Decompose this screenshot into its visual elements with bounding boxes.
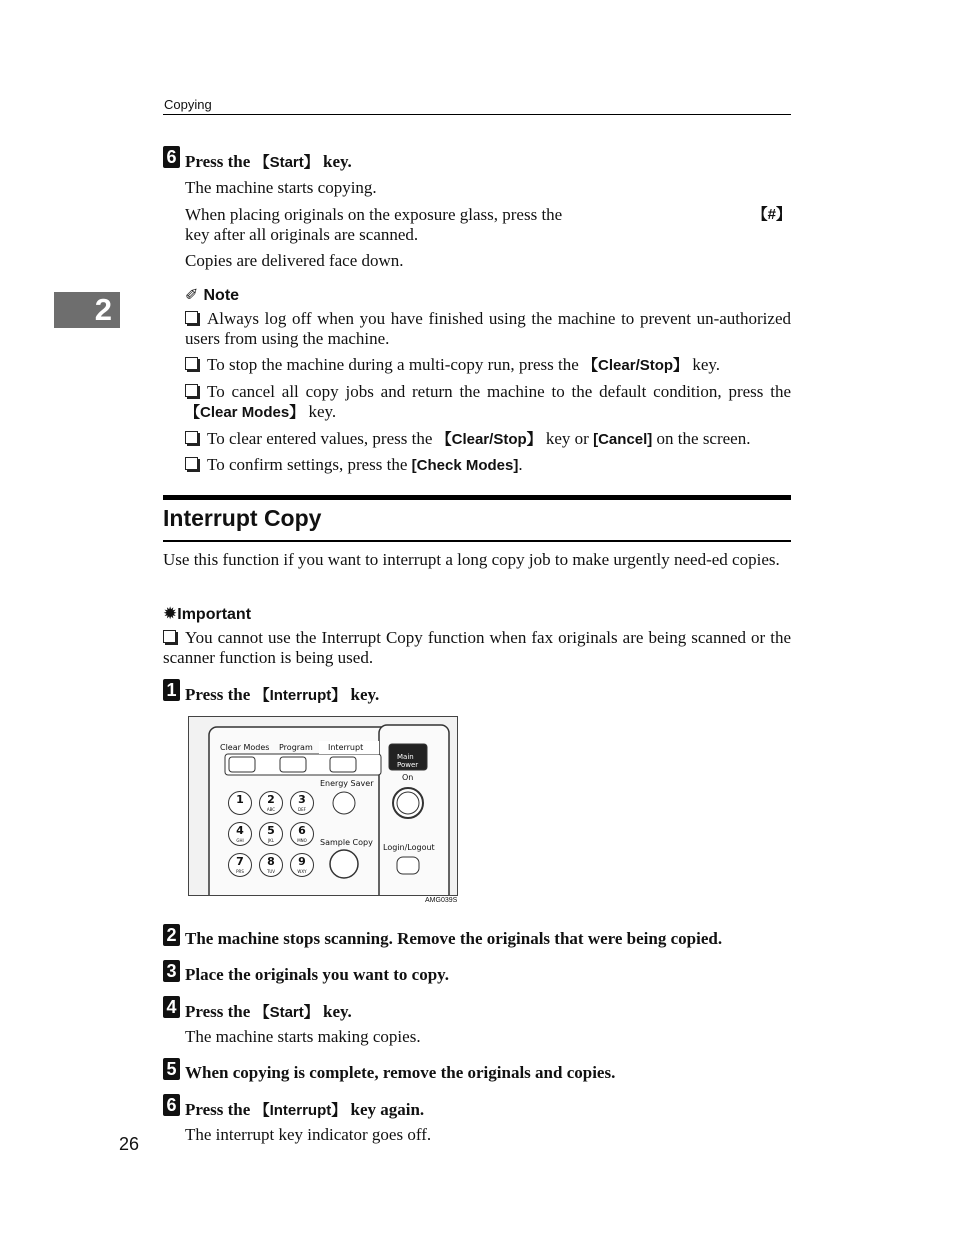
key-interrupt: 【Interrupt】	[254, 1102, 347, 1119]
step-number: 5	[163, 1058, 180, 1080]
important-title: Important	[177, 606, 252, 623]
important-text: You cannot use the Interrupt Copy function when fax originals are being scanned or the scanner function is being used.	[163, 628, 791, 667]
step-detail: key after all originals are scanned.	[185, 225, 419, 244]
keypad-letters: ABC	[266, 807, 276, 812]
keypad-digit: 4	[236, 824, 244, 837]
key-clear-modes: 【Clear Modes】	[185, 404, 305, 421]
step-detail: The machine starts making copies.	[185, 1027, 421, 1046]
checkbox-bullet-icon	[185, 311, 198, 324]
on-label: On	[402, 773, 414, 782]
checkbox-bullet-icon	[163, 630, 176, 643]
keypad-digit: 8	[267, 855, 275, 868]
important-item	[163, 628, 791, 668]
keypad-letters: JKL	[267, 838, 275, 843]
keypad-letters: WXY	[297, 869, 307, 874]
step-instruction	[185, 1001, 352, 1022]
note-text: To clear entered values, press the	[207, 429, 437, 448]
note-item	[185, 429, 795, 450]
pencil-icon: ✐	[185, 285, 199, 304]
clear-modes-label: Clear Modes	[220, 743, 270, 752]
step-instruction	[185, 684, 379, 705]
program-label: Program	[279, 743, 313, 752]
step-instruction: When copying is complete, remove the originals and copies.	[185, 1063, 616, 1082]
important-icon: ✹	[163, 604, 178, 624]
note-text: key.	[304, 402, 337, 421]
keypad-key-1	[228, 791, 252, 815]
step-text-pre: Press the	[185, 152, 255, 171]
step-text-post: key.	[318, 152, 352, 171]
figure-caption: AMG039S	[425, 897, 458, 904]
section-rule-top	[163, 495, 791, 500]
step-number: 3	[163, 960, 180, 982]
step-instruction	[185, 151, 352, 172]
step-number: 2	[163, 924, 180, 946]
step-detail: Copies are delivered face down.	[185, 251, 404, 270]
step-text-pre: Press the	[185, 1100, 255, 1119]
step-number: 1	[163, 679, 180, 701]
checkbox-bullet-icon	[185, 384, 198, 397]
checkbox-bullet-icon	[185, 357, 198, 370]
keypad-digit: 1	[236, 793, 244, 806]
step-detail	[185, 205, 791, 225]
key-interrupt: 【Interrupt】	[254, 687, 347, 704]
note-text: To confirm settings, press the	[207, 455, 412, 474]
keypad-digit: 7	[236, 855, 244, 868]
note-title: Note	[203, 287, 240, 304]
note-text: Always log off when you have finished using the machine to prevent un-authorized users from using the machine.	[185, 309, 791, 348]
step-detail: The machine starts copying.	[185, 178, 377, 197]
page-number: 26	[119, 1134, 140, 1154]
step-detail-part: When placing originals on the exposure glass, press the	[185, 205, 563, 224]
keypad-key-6	[290, 822, 314, 846]
note-text: key.	[688, 355, 721, 374]
keypad-digit: 2	[267, 793, 275, 806]
keypad-letters: GHI	[236, 838, 244, 843]
note-item	[185, 355, 791, 376]
keypad-letters: MNO	[297, 838, 307, 843]
main-power-line: Main	[397, 753, 414, 761]
keypad-letters: TUV	[266, 869, 276, 874]
note-heading	[185, 285, 239, 305]
keypad-key-8	[259, 853, 283, 877]
step-instruction: The machine stops scanning. Remove the originals that were being copied.	[185, 929, 723, 948]
interrupt-label: Interrupt	[328, 743, 364, 752]
step-text-post: key.	[318, 1002, 352, 1021]
main-power-label	[397, 753, 418, 769]
note-text: To stop the machine during a multi-copy run, press the	[207, 355, 584, 374]
keypad-key-3	[290, 791, 314, 815]
step-number: 4	[163, 996, 180, 1018]
step-instruction: Place the originals you want to copy.	[185, 965, 449, 984]
running-header: Copying	[164, 97, 212, 112]
note-text: To cancel all copy jobs and return the machine to the default condition, press the	[207, 382, 791, 401]
checkbox-bullet-icon	[185, 457, 198, 470]
step-number: 6	[163, 1094, 180, 1116]
keypad-key-9	[290, 853, 314, 877]
login-logout-label: Login/Logout	[383, 843, 435, 852]
key-clear-stop: 【Clear/Stop】	[436, 431, 542, 448]
important-heading	[163, 604, 251, 624]
step-detail: The interrupt key indicator goes off.	[185, 1125, 432, 1144]
keypad-digit: 6	[298, 824, 306, 837]
note-item	[185, 309, 791, 349]
key-clear-stop: 【Clear/Stop】	[583, 357, 689, 374]
chapter-tab: 2	[54, 292, 120, 328]
step-text-pre: Press the	[185, 685, 255, 704]
main-power-line: Power	[397, 761, 419, 769]
key-cancel: [Cancel]	[593, 431, 653, 448]
step-instruction	[185, 1099, 424, 1120]
step-text-post: key.	[346, 685, 380, 704]
step-text-pre: Press the	[185, 1002, 255, 1021]
section-intro: Use this function if you want to interrupt a long copy job to make urgently need-ed copies.	[163, 550, 780, 569]
note-item	[185, 382, 791, 423]
energy-saver-label: Energy Saver	[320, 779, 374, 788]
note-text: .	[518, 455, 523, 474]
keypad-key-7	[228, 853, 252, 877]
keypad-letters: PRS	[236, 869, 244, 874]
header-rule	[163, 114, 791, 115]
keypad-key-2	[259, 791, 283, 815]
note-text: key or	[541, 429, 594, 448]
control-panel-illustration	[188, 716, 458, 896]
key-check-modes: [Check Modes]	[411, 457, 519, 474]
key-start: 【Start】	[254, 154, 319, 171]
keypad-key-5	[259, 822, 283, 846]
section-rule-bottom	[163, 540, 791, 542]
checkbox-bullet-icon	[185, 431, 198, 444]
step-text-post: key again.	[346, 1100, 425, 1119]
sample-copy-label: Sample Copy	[320, 838, 373, 847]
keypad-digit: 9	[298, 855, 306, 868]
keypad-letters: DEF	[298, 807, 306, 812]
note-text: on the screen.	[652, 429, 751, 448]
keypad-key-4	[228, 822, 252, 846]
step-number: 6	[163, 146, 180, 168]
keypad-digit: 5	[267, 824, 275, 837]
key-hash: 【#】	[752, 206, 791, 223]
keypad-digit: 3	[298, 793, 306, 806]
key-start: 【Start】	[254, 1004, 319, 1021]
section-title: Interrupt Copy	[163, 505, 322, 531]
note-item	[185, 455, 791, 476]
